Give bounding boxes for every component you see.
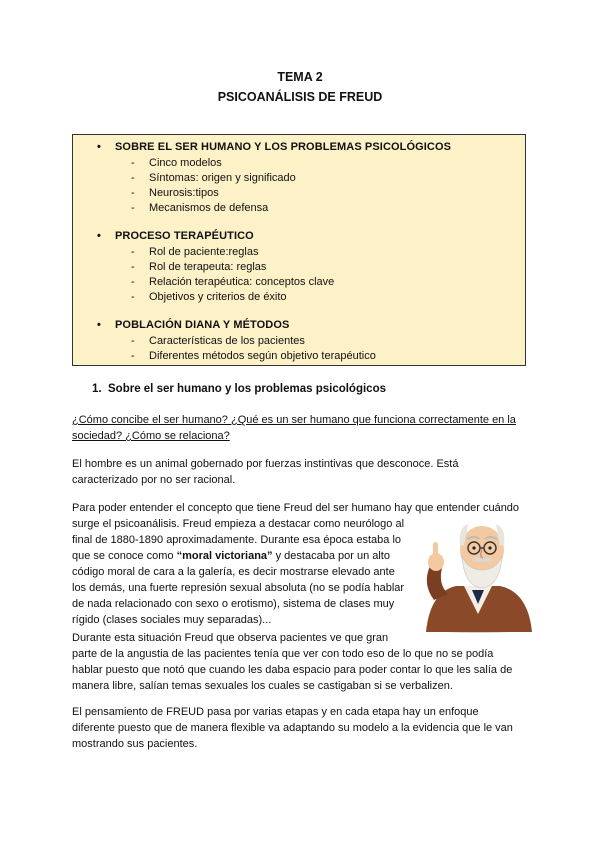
paragraph-4 <box>72 704 513 752</box>
section-title-text: POBLACIÓN DIANA Y MÉTODOS <box>115 319 290 331</box>
summary-item <box>131 172 296 184</box>
paragraph-line: El pensamiento de FREUD pasa por varias etapas y en cada etapa hay un enfoque <box>72 706 479 718</box>
heading-number: 1. <box>92 383 102 395</box>
paragraph-line: código moral de cara a la galería, es decir mostrarse elevado ante <box>72 566 395 578</box>
summary-item-text: Mecanismos de defensa <box>149 202 269 214</box>
dash: - <box>131 157 135 169</box>
paragraph-line: surge el psicoanálisis. Freud empieza a destacar como neurólogo al <box>72 518 405 530</box>
question-paragraph <box>72 412 516 444</box>
question-line: sociedad? ¿Cómo se relaciona? <box>72 430 230 442</box>
heading-text: Sobre el ser humano y los problemas psicológicos <box>108 383 386 395</box>
summary-item <box>131 246 258 258</box>
paragraph-line: diferente puesto que de manera flexible va adaptando su modelo a la evidencia que le van <box>72 722 513 734</box>
summary-section-title <box>97 230 254 242</box>
paragraph-line: caracterizado por no ser racional. <box>72 474 236 486</box>
summary-item-text: Cinco modelos <box>149 157 222 169</box>
paragraph-line: los demás, una fuerte represión sexual absoluta (no se podía hablar <box>72 582 405 594</box>
summary-item <box>131 276 334 288</box>
dash: - <box>131 187 135 199</box>
paragraph-line: Durante esta situación Freud que observa pacientes ve que gran <box>72 632 389 644</box>
title-line-1: TEMA 2 <box>277 70 323 84</box>
paragraph-line: mostrando sus pacientes. <box>72 738 198 750</box>
dash: - <box>131 276 135 288</box>
paragraph-1 <box>72 456 458 488</box>
dash: - <box>131 246 135 258</box>
paragraph-line: Para poder entender el concepto que tiene Freud del ser humano hay que entender cuándo <box>72 502 520 514</box>
dash: - <box>131 291 135 303</box>
summary-item <box>131 261 266 273</box>
dash: - <box>131 202 135 214</box>
dash: - <box>131 335 135 347</box>
summary-item <box>131 157 222 169</box>
paragraph-line: rígido (clases sociales muy separadas)... <box>72 614 272 626</box>
paragraph-line: hablar puesto que notó que cuando les daba espacio para poder contar lo que les salía de <box>72 664 513 676</box>
summary-item-text: Diferentes métodos según objetivo terapéutico <box>149 350 376 362</box>
summary-item-text: Rol de paciente:reglas <box>149 246 259 258</box>
summary-item <box>131 291 287 303</box>
paragraph-line: de nada relacionado con sexo o erotismo), sistema de clases muy <box>72 598 395 610</box>
summary-item-text: Neurosis:tipos <box>149 187 219 199</box>
text-run: que se conoce como <box>72 550 177 562</box>
paragraph-line: El hombre es un animal gobernado por fuerzas instintivas que desconoce. Está <box>72 458 459 470</box>
text-run: y destacaba por un alto <box>272 550 390 562</box>
section-heading-1 <box>92 383 386 395</box>
summary-item-text: Características de los pacientes <box>149 335 305 347</box>
bullet: • <box>97 319 101 331</box>
summary-item <box>131 202 268 214</box>
summary-item-text: Objetivos y criterios de éxito <box>149 291 287 303</box>
bold-term: “moral victoriana” <box>176 550 273 562</box>
summary-item <box>131 187 219 199</box>
freud-illustration <box>408 514 538 634</box>
summary-section-title <box>97 319 289 331</box>
paragraph-3 <box>72 630 512 694</box>
dash: - <box>131 172 135 184</box>
summary-section-title <box>97 141 451 153</box>
summary-item <box>131 350 376 362</box>
bullet: • <box>97 141 101 153</box>
dash: - <box>131 261 135 273</box>
section-title-text: PROCESO TERAPÉUTICO <box>115 230 254 242</box>
dash: - <box>131 350 135 362</box>
paragraph-line: manera libre, salían temas sexuales los cuales se castigaban si se verbalizen. <box>72 680 453 692</box>
question-line: ¿Cómo concibe el ser humano? ¿Qué es un ser humano que funciona correctamente en la <box>72 414 516 426</box>
paragraph-line: parte de la angustia de las pacientes tenía que ver con todo eso de lo que no se podía <box>72 648 494 660</box>
section-title-text: SOBRE EL SER HUMANO Y LOS PROBLEMAS PSICOLÓGICOS <box>115 141 452 153</box>
title-line-2: PSICOANÁLISIS DE FREUD <box>217 90 383 104</box>
summary-item-text: Síntomas: origen y significado <box>149 172 296 184</box>
bullet: • <box>97 230 101 242</box>
summary-item <box>131 335 305 347</box>
summary-item-text: Rol de terapeuta: reglas <box>149 261 267 273</box>
summary-box <box>72 134 526 366</box>
summary-item-text: Relación terapéutica: conceptos clave <box>149 276 335 288</box>
paragraph-line: final de 1880-1890 aproximadamente. Durante esa época estaba lo <box>72 534 402 546</box>
